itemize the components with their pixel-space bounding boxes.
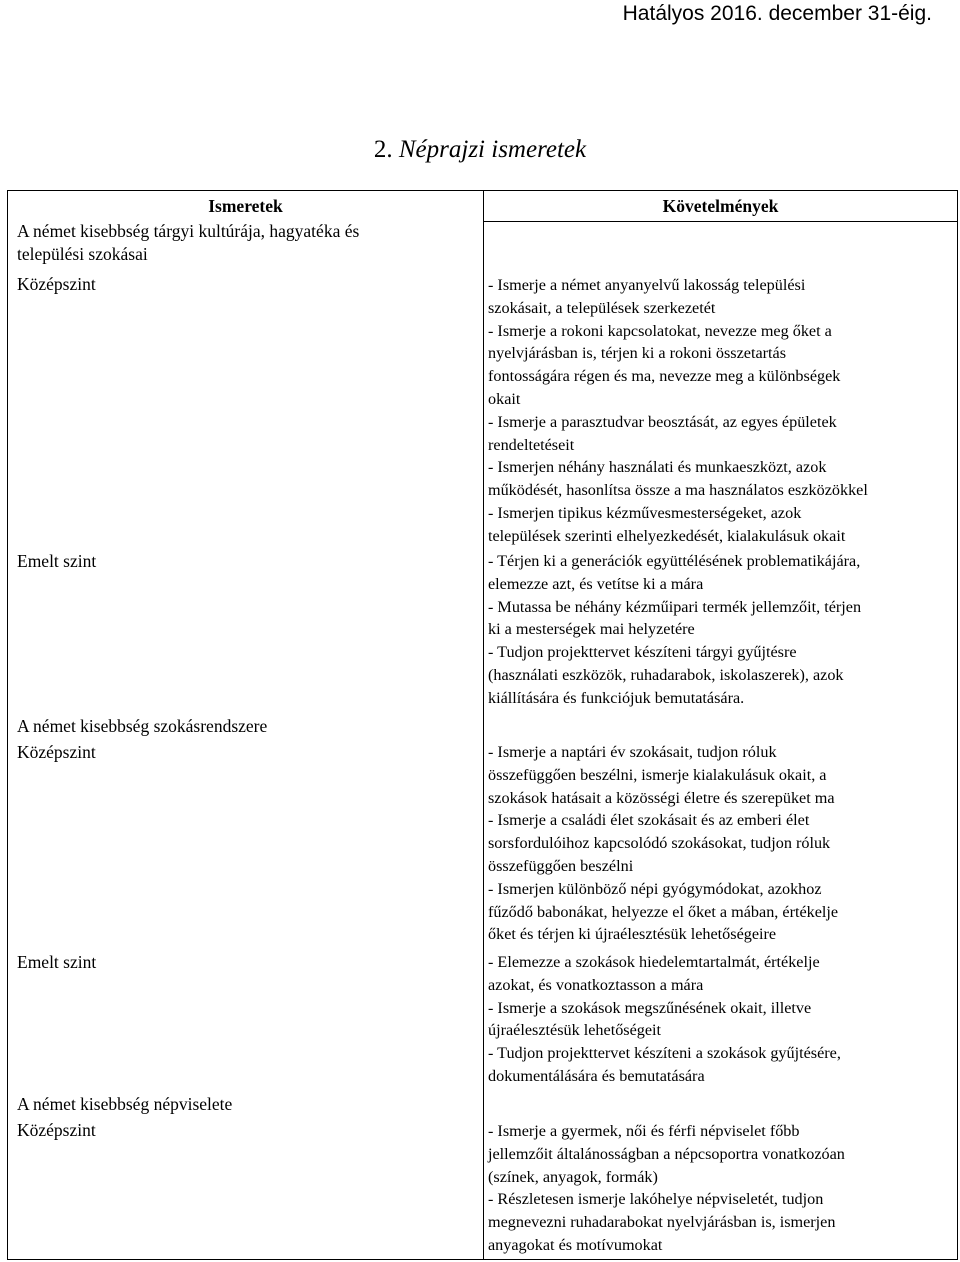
requirement-line: nyelvjárásban is, térjen ki a rokoni összetartás — [488, 344, 787, 363]
requirement-line: dokumentálására és bemutatására — [488, 1066, 705, 1085]
topic-title-customs: A német kisebbség szokásrendszere — [17, 716, 268, 736]
requirements-topic3-intermediate — [488, 1120, 958, 1257]
requirement-line: - Tudjon projekttervet készíteni a szokások gyűjtésére, — [488, 1044, 841, 1063]
requirement-line: összefüggően beszélni, ismerje kialakulásuk okait, a — [488, 765, 827, 784]
column-header-knowledge: Ismeretek — [208, 196, 283, 216]
requirements-table — [7, 190, 958, 1260]
requirement-line: sorsfordulóihoz kapcsolódó szokásokat, tudjon róluk — [488, 834, 831, 853]
topic-title-costume: A német kisebbség népviselete — [17, 1094, 233, 1114]
requirement-line: szokásait, a települések szerkezetét — [488, 298, 716, 317]
requirement-line: okait — [488, 389, 521, 408]
level-label-advanced: Emelt szint — [17, 551, 97, 571]
requirements-topic2-intermediate — [488, 741, 958, 946]
requirement-line: - Ismerje a szokások megszűnésének okait, illetve — [488, 998, 812, 1017]
requirement-line: elemezze azt, és vetítse ki a mára — [488, 574, 704, 593]
page-title — [0, 136, 960, 164]
topic-title-line: települési szokásai — [17, 244, 148, 264]
section-number: 2. — [373, 136, 393, 163]
requirement-line: - Ismerje a családi élet szokásait és az emberi élet — [488, 811, 810, 830]
requirement-line: megnevezni ruhadarabokat nyelvjárásban is, ismerjen — [488, 1213, 836, 1232]
requirement-line: működését, hasonlítsa össze a ma használatos eszközökkel — [488, 481, 868, 500]
level-label-intermediate: Középszint — [17, 742, 96, 762]
requirement-line: összefüggően beszélni — [488, 856, 634, 875]
topic-title-material-culture — [17, 220, 472, 266]
requirement-line: újraélesztésük lehetőségeit — [488, 1021, 662, 1040]
level-label-intermediate: Középszint — [17, 274, 96, 294]
requirement-line: - Ismerje a naptári év szokásait, tudjon róluk — [488, 743, 777, 761]
requirement-line: anyagokat és motívumokat — [488, 1235, 663, 1254]
topic-title-line: A német kisebbség tárgyi kultúrája, hagyatéka és — [17, 221, 360, 241]
requirement-line: - Részletesen ismerje lakóhelye népviseletét, tudjon — [488, 1190, 824, 1209]
requirement-line: - Mutassa be néhány kézműipari termék jellemzőit, térjen — [488, 597, 862, 616]
level-label-advanced: Emelt szint — [17, 952, 97, 972]
requirement-line: jellemzőit általánosságban a népcsoportra vonatkozóan — [488, 1144, 845, 1163]
requirement-line: - Ismerje a rokoni kapcsolatokat, nevezze meg őket a — [488, 321, 832, 340]
requirements-topic2-advanced — [488, 951, 958, 1088]
validity-note: Hatályos 2016. december 31-éig. — [622, 2, 932, 25]
requirement-line: - Elemezze a szokások hiedelemtartalmát, értékelje — [488, 953, 820, 971]
header-divider — [483, 221, 957, 222]
requirement-line: szokások hatásait a közösségi életre és szerepüket ma — [488, 788, 835, 807]
requirement-line: - Ismerje a parasztudvar beosztását, az egyes épületek — [488, 412, 837, 431]
requirement-line: fűződő babonákat, helyezze el őket a mában, értékelje — [488, 902, 839, 921]
requirement-line: települések szerinti elhelyezkedését, kialakulásuk okait — [488, 526, 846, 545]
requirement-line: azokat, és vonatkoztasson a mára — [488, 975, 704, 994]
requirement-line: - Ismerjen tipikus kézművesmesterségeket, azok — [488, 503, 802, 522]
requirement-line: őket és térjen ki újraélesztésük lehetőségeire — [488, 925, 777, 944]
requirement-line: kiállítására és funkciójuk bemutatására. — [488, 688, 745, 707]
section-title: Néprajzi ismeretek — [398, 136, 587, 163]
requirement-line: - Ismerjen néhány használati és munkaeszközt, azok — [488, 458, 827, 477]
requirement-line: - Tudjon projekttervet készíteni tárgyi gyűjtésre — [488, 643, 797, 662]
requirement-line: (használati eszközök, ruhadarabok, iskolaszerek), azok — [488, 665, 844, 684]
requirement-line: - Ismerje a német anyanyelvű lakosság települési — [488, 276, 806, 294]
requirement-line: (színek, anyagok, formák) — [488, 1167, 658, 1186]
requirements-topic1-advanced — [488, 550, 958, 710]
requirement-line: - Ismerje a gyermek, női és férfi népviselet főbb — [488, 1122, 800, 1140]
column-header-requirements: Követelmények — [662, 196, 779, 216]
requirement-line: - Térjen ki a generációk együttélésének problematikájára, — [488, 552, 861, 570]
requirement-line: rendeltetéseit — [488, 435, 575, 454]
column-divider — [483, 191, 484, 1259]
requirement-line: - Ismerjen különböző népi gyógymódokat, azokhoz — [488, 879, 822, 898]
requirements-topic1-intermediate — [488, 274, 958, 548]
requirement-line: ki a mesterségek mai helyzetére — [488, 620, 695, 639]
requirement-line: fontosságára régen és ma, nevezze meg a különbségek — [488, 367, 841, 386]
level-label-intermediate: Középszint — [17, 1120, 96, 1140]
